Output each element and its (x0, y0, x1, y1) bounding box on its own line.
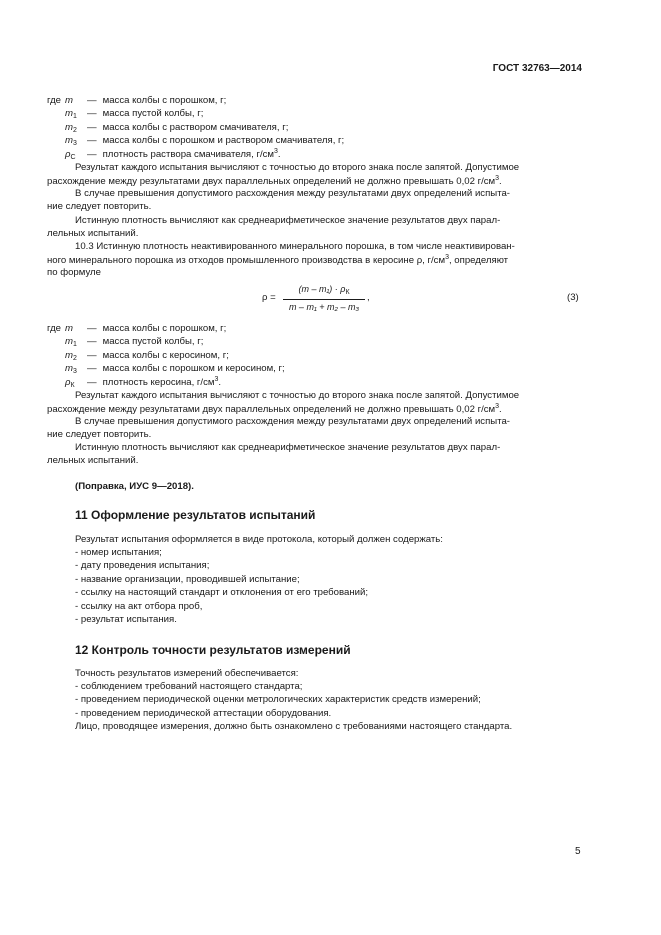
formula-number: (3) (567, 292, 579, 303)
clause-10-3-line: 10.3 Истинную плотность неактивированного минерального порошка, в том числе неактивирован- (75, 241, 515, 252)
page-number: 5 (575, 846, 581, 857)
paragraph-line: Результат каждого испытания вычисляют с точностью до второго знака после запятой. Допустимое (75, 390, 520, 401)
paragraph-line: В случае превышения допустимого расхождения между результатами двух определений испыта- (75, 416, 511, 427)
amendment-note: (Поправка, ИУС 9—2018). (75, 481, 194, 492)
definition-item: $m_2$ — масса колбы с керосином, г; (65, 349, 229, 362)
list-item: - соблюдением требований настоящего стандарта; (75, 681, 303, 692)
definition-item: m — масса колбы с порошком, г; (65, 95, 227, 106)
clause-10-3-line: по формуле (47, 267, 101, 278)
paragraph-line: Истинную плотность вычисляют как среднеарифметическое значение результатов двух парал- (75, 442, 501, 453)
paragraph-line: лельных испытаний. (47, 455, 139, 466)
section-11-intro: Результат испытания оформляется в виде протокола, который должен содержать: (75, 534, 443, 545)
list-item: - проведением периодической аттестации оборудования. (75, 707, 332, 719)
list-item: - проведением периодической оценки метрологических характеристик средств измерений; (75, 694, 481, 706)
formula-numerator: $(m - m_1) \cdot \rho_К$ (298, 284, 350, 296)
page-header-title: ГОСТ 32763—2014 (492, 63, 582, 74)
list-item: - дату проведения испытания; (75, 560, 210, 572)
definition-item: $\rho_С$ — плотность раствора смачивателя, $г/см^3$. (65, 148, 281, 162)
where-label-2: где (47, 323, 62, 334)
paragraph-line: лельных испытаний. (47, 228, 139, 239)
where-label-1: где (47, 95, 62, 106)
paragraph-line: Результат каждого испытания вычисляют с точностью до второго знака после запятой. Допустимое (75, 162, 520, 173)
paragraph-line: ние следует повторить. (47, 201, 152, 212)
definition-item: $m_3$ — масса колбы с порошком и раствором смачивателя, г; (65, 134, 345, 147)
definition-item: $m_1$ — масса пустой колбы, г; (65, 108, 204, 121)
paragraph-line: ние следует повторить. (47, 429, 152, 440)
definition-item: $m_3$ — масса колбы с порошком и керосином, г; (65, 362, 285, 375)
paragraph-line: расхождение между результатами двух параллельных определений не должно превышать 0,02 $г/см^3$. (47, 403, 502, 415)
list-item: - результат испытания. (75, 614, 177, 625)
formula-comma: , (367, 292, 370, 303)
formula-denominator: m – m₁ + m₂ – m₃ (288, 302, 360, 312)
paragraph-line: расхождение между результатами двух параллельных определений не должно превышать 0,02 $г/см^3$. (47, 175, 502, 187)
list-item: - название организации, проводившей испытание; (75, 573, 300, 585)
section-11-heading: 11 Оформление результатов испытаний (75, 508, 316, 522)
paragraph-line: В случае превышения допустимого расхождения между результатами двух определений испыта- (75, 188, 511, 199)
definition-item: $m_1$ — масса пустой колбы, г; (65, 336, 204, 349)
formula-fraction (283, 284, 365, 312)
section-12-intro: Точность результатов измерений обеспечивается: (75, 668, 299, 679)
formula-lhs: ρ = (262, 292, 276, 303)
section-12-heading: 12 Контроль точности результатов измерений (75, 643, 351, 657)
definition-item: m — масса колбы с порошком, г; (65, 323, 227, 334)
list-item: - ссылку на настоящий стандарт и отклонения от его требований; (75, 587, 369, 599)
list-item: - номер испытания; (75, 547, 162, 558)
definition-item: $m_2$ — масса колбы с раствором смачивателя, г; (65, 121, 289, 134)
paragraph-line: Истинную плотность вычисляют как среднеарифметическое значение результатов двух парал- (75, 215, 501, 226)
section-12-outro: Лицо, проводящее измерения, должно быть ознакомлено с требованиями настоящего стандарта. (75, 721, 513, 732)
definition-item: $\rho_К$ — плотность керосина, $г/см^3$. (65, 376, 222, 390)
clause-10-3-line: ного минерального порошка из отходов промышленного производства в керосине ρ, $г/см^3$, определяют (47, 254, 509, 266)
list-item: - ссылку на акт отбора проб, (75, 600, 203, 612)
